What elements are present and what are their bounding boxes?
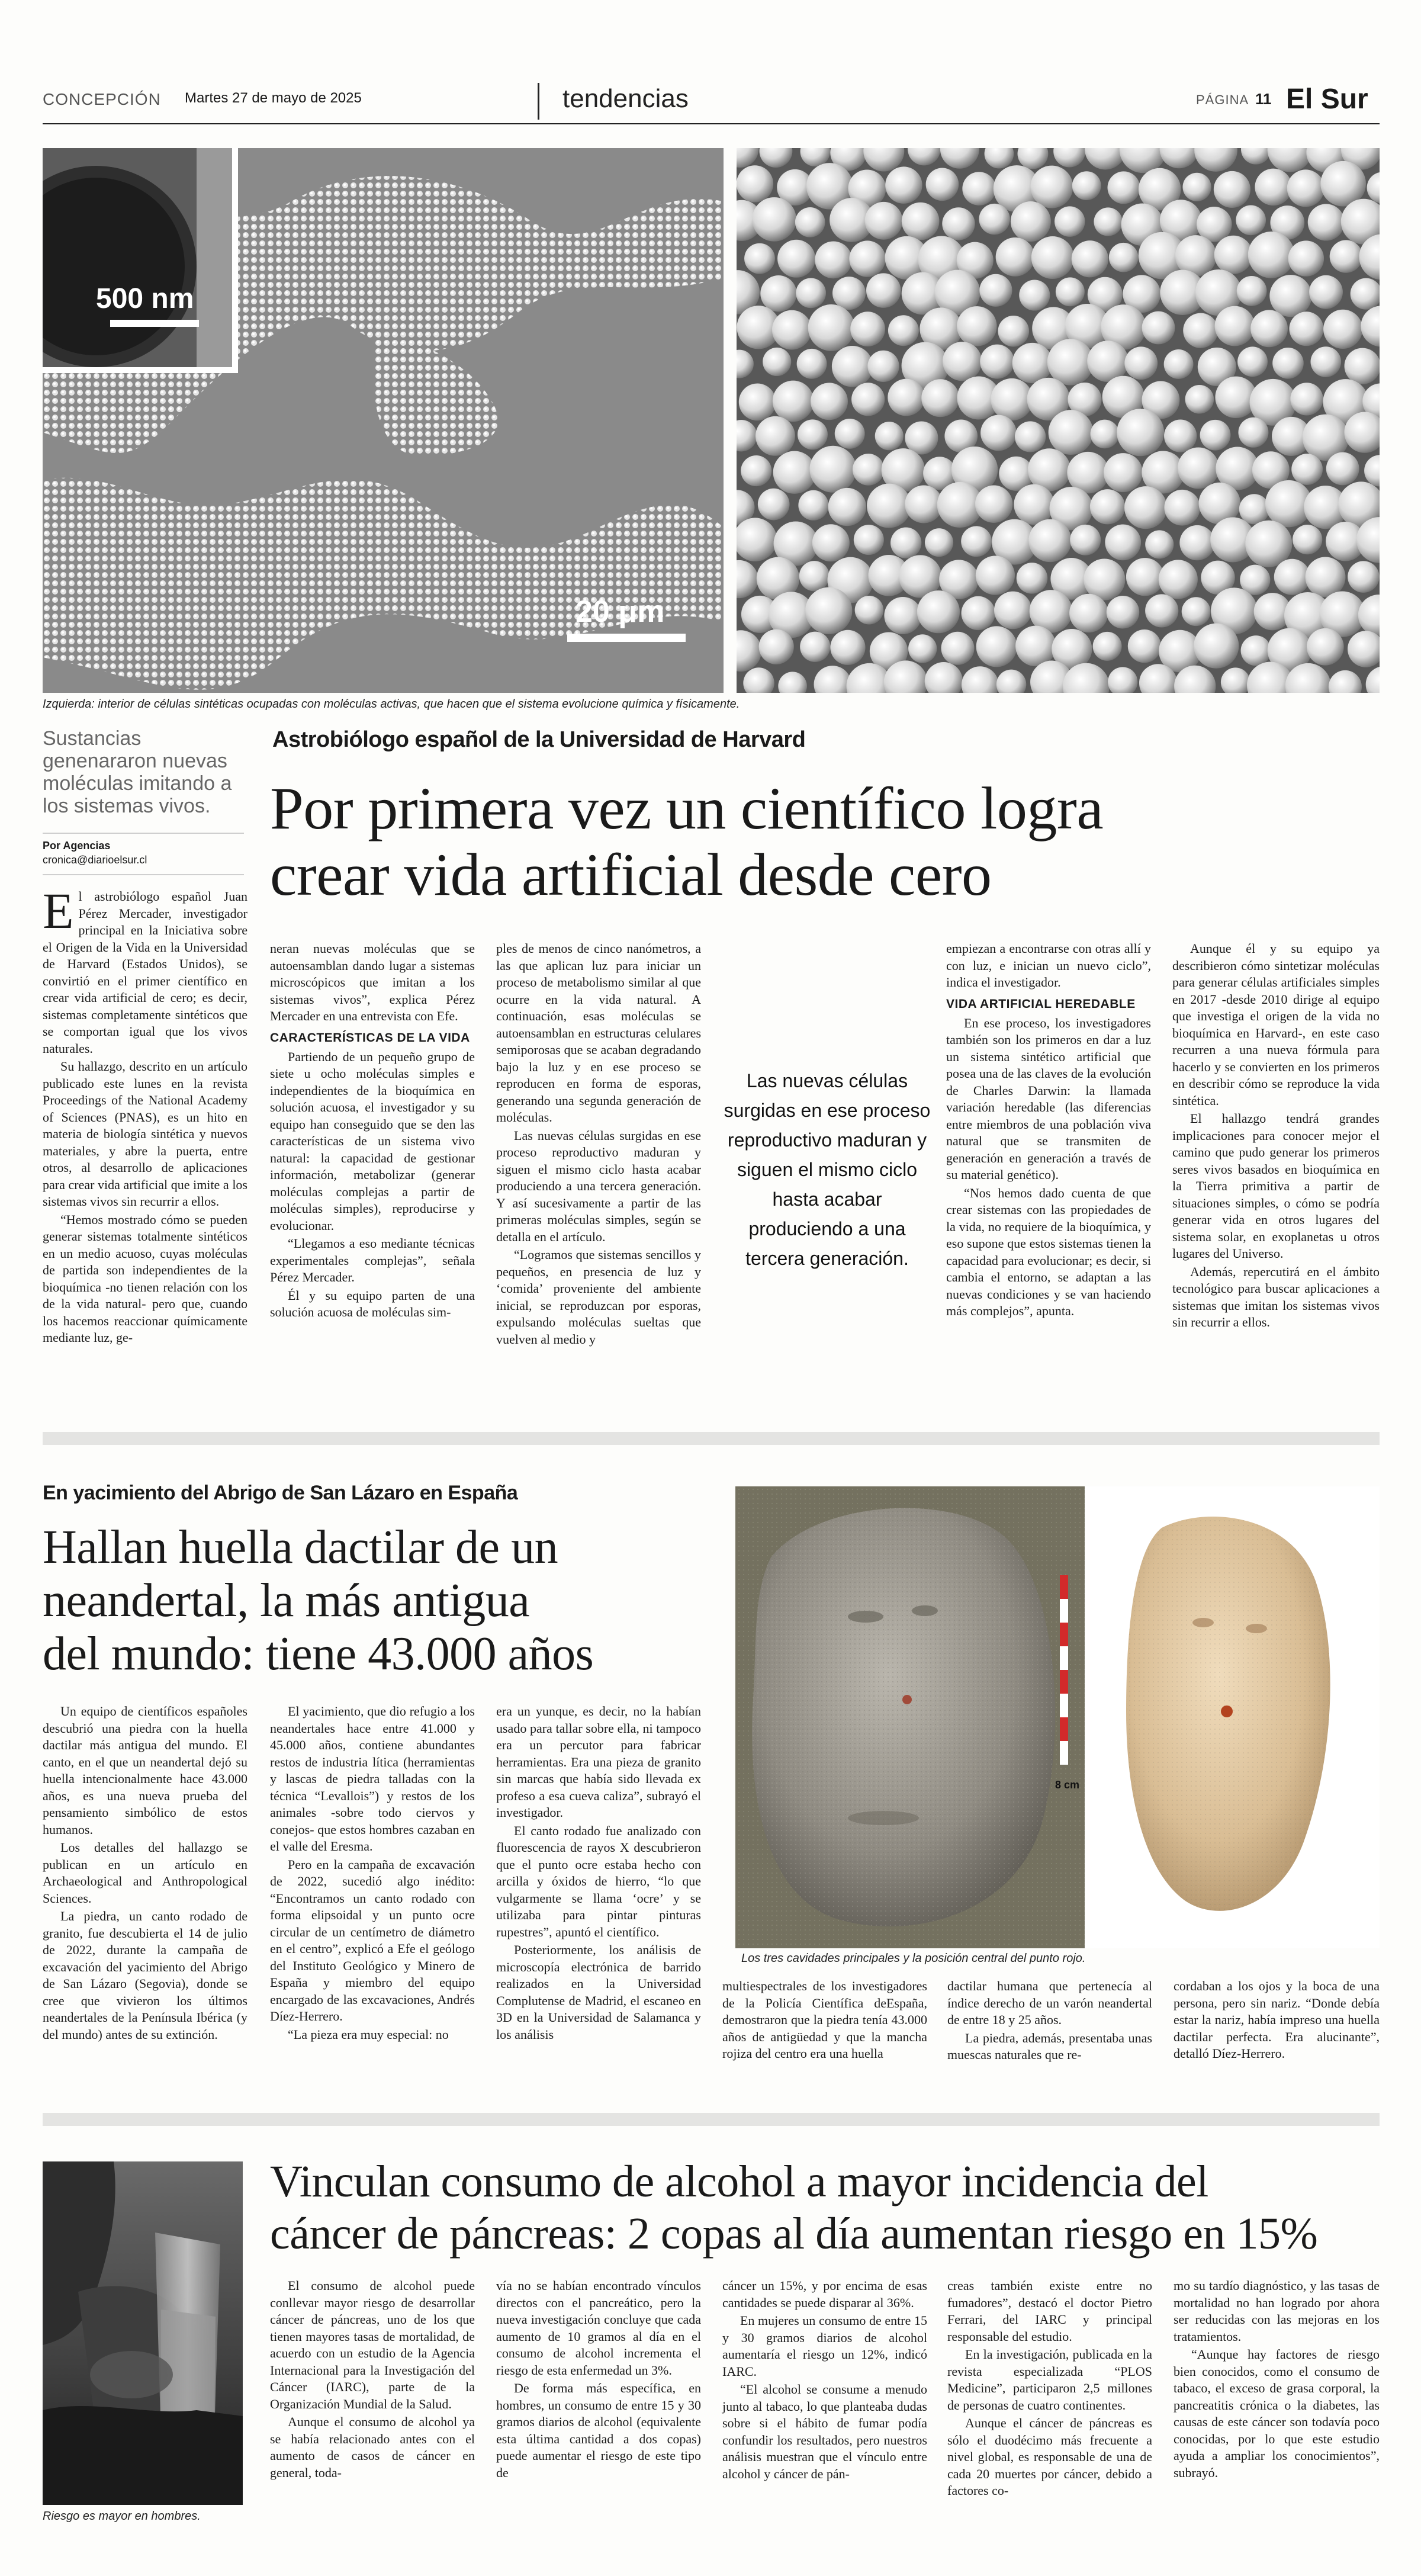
alcohol-caption: Riesgo es mayor en hombres. (43, 2510, 201, 2523)
article3-col4-p2: En la investigación, publicada en la revista especializada “PLOS Medicine”, participaron 2,5 millones de personas de cuatro continentes. (947, 2347, 1152, 2413)
sphere-particle (1269, 275, 1311, 317)
alcohol-drinker-image (43, 2161, 243, 2505)
sphere-particle (1126, 558, 1164, 596)
sphere-particle (1056, 277, 1085, 306)
article1-col2-p4: Él y su equipo parten de una solución acuosa de moléculas sim- (270, 1287, 475, 1319)
article1-col2-p2: Partiendo de un pequeño grupo de siete u ocho moléculas simples e independientes de la bioquímica en solución acuosa, el investigador y su equipo han conseguido que se den las características de un sistema vivo natural: la capacidad de gestionar información, metabolizar (generar moléculas complejas a partir de moléculas simples), reproducirse y evolucionar. (270, 1049, 475, 1233)
article3-col3-p3: “El alcohol se consume a menudo junto al tabaco, lo que planteaba dudas sobre si el hábito de fumar podía confundir los resultados, pero nuestros análisis muestran que el vínculo entre alcohol y cáncer de pán- (722, 2382, 927, 2481)
sphere-particle (1011, 201, 1051, 242)
sphere-particle (905, 485, 943, 523)
sphere-particle (888, 379, 925, 416)
sphere-particle (1107, 171, 1140, 204)
article2-column-1 (43, 1703, 247, 2044)
sphere-particle (867, 484, 911, 528)
sphere-particle (1094, 207, 1122, 236)
newspaper-brand: El Sur (1286, 83, 1368, 115)
sphere-particle (1049, 410, 1094, 455)
sphere-particle (755, 416, 795, 456)
sphere-particle (1255, 169, 1292, 206)
sphere-particle (1090, 489, 1125, 524)
sphere-particle (851, 383, 885, 416)
sphere-particle (1306, 557, 1346, 597)
sphere-particle (811, 383, 848, 420)
header-city: CONCEPCIÓN (43, 90, 161, 108)
article2-column-3 (496, 1703, 701, 2044)
article1-col6-p2: El hallazgo tendrá grandes implicaciones para conocer mejor el camino que pudo generar los primeros seres vivos basados en bioquímica en la Tierra primitiva a partir de situaciones simples, o cómo se podría generar vida en otros lugares del sistema solar, en exoplanetas u otros lugares del Universo. (1172, 1111, 1380, 1261)
sphere-particle (1124, 486, 1167, 529)
sphere-particle (865, 202, 903, 240)
sphere-particle (799, 561, 830, 591)
sphere-particle (884, 597, 921, 634)
sphere-particle (1017, 563, 1047, 593)
article3-col4-p3: Aunque el cáncer de páncreas es sólo el duodécimo más frecuente a nivel global, es responsable de una de cada 20 muertes por cáncer, debido a factores co- (947, 2416, 1152, 2498)
article1-column-3 (496, 940, 701, 1349)
sphere-particle (1194, 624, 1239, 669)
sphere-particle (1070, 525, 1101, 555)
sphere-particle (1238, 417, 1268, 448)
article1-col6-p1: Aunque él y su equipo ya describieron cómo sintetizar moléculas para generar células artificiales simples en 2017 -desde 2010 dirige al equipo que investiga el origen de la vida no bioquímica en Harvard-, en este caso recurren a una nueva fórmula para hacerlo y se convierten en los primeros en describir cómo se reproduce la vida sintética. (1172, 941, 1380, 1108)
sphere-particle (1107, 596, 1140, 629)
sphere-particle (800, 632, 830, 662)
scale-label-500nm: 500 nm (96, 283, 194, 314)
sphere-particle (941, 632, 974, 665)
article1-col3-p3: “Logramos que sistemas sencillos y pequeños, en presencia de luz y ‘comida’ proveniente del ambiente inicial, se reproduzcan por esporas, expulsando moléculas sueltas que vuelven al medio y (496, 1247, 701, 1347)
sphere-particle (1291, 454, 1323, 485)
article1-headline-line2: crear vida artificial desde cero (270, 841, 992, 908)
sphere-particle (1164, 419, 1197, 452)
sphere-particle (828, 488, 866, 526)
sphere-particle (1124, 346, 1158, 380)
sphere-particle (926, 168, 959, 201)
byline-email[interactable]: cronica@diarioelsur.cl (43, 854, 147, 866)
sphere-particle (1307, 628, 1344, 666)
sphere-particle (835, 419, 865, 449)
sphere-particle (867, 351, 899, 382)
article3-col1-p2: Aunque el consumo de alcohol ya se había relacionado antes con el aumento de casos de cáncer en general, toda- (270, 2414, 475, 2480)
sphere-particle (921, 379, 959, 417)
sphere-particle (744, 243, 775, 274)
article3-col5-p1: mo su tardío diagnóstico, y las tasas de mortalidad no han logrado por ahora ser reducidas con las mejoras en los tratamientos. (1174, 2278, 1380, 2344)
sphere-particle (1274, 559, 1310, 595)
article1-kicker: Astrobiólogo español de la Universidad de Harvard (272, 727, 806, 752)
article2-col3-p1: era un yunque, es decir, no la habían usado para tallar sobre ella, ni tampoco era un percutor para fabricar herramientas. Era una pieza de granito sin marcas que había sido llevada ex profeso a esa cueva caliza”, subrayó el investigador. (496, 1704, 701, 1820)
sphere-particle (917, 590, 960, 633)
sphere-particle (1128, 629, 1161, 663)
article1-col1-p2: Su hallazgo, descrito en un artículo publicado este lunes en la revista Proceedings of the National Academy of Sciences (PNAS), es un hito en materia de biología sintética y nuevos materiales, y abre la puerta, entre otros, al desarrollo de aplicaciones para crear vida artificial que imite a los sistemas vivos sin recurrir a ellos. (43, 1059, 247, 1209)
sphere-particle (1028, 519, 1071, 562)
article3-headline (270, 2156, 1380, 2260)
sphere-particle (1164, 349, 1194, 379)
micrograph-caption: Izquierda: interior de células sintéticas ocupadas con moléculas activas, que hacen que el sistema evolucione química y físicamente. (43, 698, 740, 711)
article3-col2-p2: De forma más específica, en hombres, un consumo de entre 15 y 30 gramos diarios de alcohol (equivalente esta última cantidad a dos copas) puede aumentar el riesgo de este tipo de (496, 2381, 701, 2480)
sphere-particle (1214, 236, 1253, 274)
sphere-particle (1015, 626, 1056, 667)
sphere-particle (885, 166, 922, 203)
sphere-particle (980, 345, 1014, 379)
byline-divider (43, 874, 244, 875)
article2-col2-p2: Pero en la campaña de excavación de 2022, sucedió algo inédito: “Encontramos un canto rodado con forma elipsoidal y un punto ocre circular de un centímetro de diámetro en el centro”, explicó a Efe el geólogo del Instituto Geológico y Minero de España y miembro del equipo encargado de las excavaciones, Andrés Díez-Herrero. (270, 1856, 475, 2023)
article1-col1-p3: “Hemos mostrado cómo se pueden generar sistemas totalmente sintéticos en un medio acuoso, cuyas moléculas de partida son independientes de la bioquímica -no tienen relación con los de la vida natural- pero que, cuando los hacemos reaccionar químicamente mediante luz, ge- (43, 1212, 247, 1345)
sphere-particle (741, 455, 771, 486)
article1-deck: Sustancias genenararon nuevas moléculas imitando a los sistemas vivos. (43, 727, 232, 817)
article3-col2-p1: vía no se habían encontrado vínculos directos con el pancreático, pero la nueva investigación concluye que cada aumento de 10 gramos al día en el consumo de alcohol incrementa el riesgo de esta enfermedad un 3%. (496, 2278, 701, 2378)
sphere-particle (1326, 452, 1359, 486)
sphere-particle (890, 528, 921, 558)
sphere-particle (1019, 280, 1050, 310)
sphere-particle (1015, 421, 1046, 452)
sphere-particle (925, 528, 953, 557)
article2-col3-p3: Posteriormente, los análisis de microscopía electrónica de barrido realizados en la Universidad Complutense de Madrid, el escaneo en 3D en la Universidad de Salamanca y los análisis (496, 1942, 701, 2042)
sphere-particle (773, 451, 816, 494)
article3-column-3 (722, 2278, 927, 2484)
dropcap: E (43, 882, 74, 939)
sphere-particle (996, 237, 1035, 277)
article2-headline-line2: neandertal, la más antigua (43, 1575, 530, 1627)
section-title: tendencias (562, 84, 689, 113)
sphere-particle (832, 346, 873, 387)
sphere-particle (855, 596, 883, 624)
sphere-particle (998, 316, 1030, 347)
sphere-particle (991, 378, 1033, 420)
sphere-particle (808, 304, 855, 351)
sphere-particle (773, 381, 814, 422)
article1-col5-p3: “Nos hemos dado cuenta de que crear sistemas con las propiedades de la vida, no requiere de la bioquímica, y eso supone que estos sistemas tienen la capacidad para evolucionar; es decir, si cambia el entorno, se adaptan a las nuevas condiciones y se van haciendo más complejos”, apunta. (946, 1185, 1151, 1318)
micrograph-right-image (737, 148, 1380, 693)
sphere-particle (1087, 341, 1129, 382)
article1-subhead-caracteristicas: CARACTERÍSTICAS DE LA VIDA (270, 1030, 470, 1045)
stone-caption: Los tres cavidades principales y la posición central del punto rojo. (741, 1952, 1086, 1965)
sphere-particle (908, 634, 937, 663)
article1-headline-line1: Por primera vez un científico logra (270, 775, 1104, 842)
scale-label-20um: 20 μm (576, 595, 665, 629)
sphere-particle (976, 555, 1015, 595)
sphere-particle (1323, 310, 1362, 349)
article2-column-6 (1174, 1978, 1380, 2064)
article2-col2-p1: El yacimiento, que dio refugio a los neandertales hace entre 41.000 y 45.000 años, contiene abundantes restos de industria lítica (herramientas y lascas de piedra talladas con la técnica “Levallois”) y restos de los animales -sobre todo ciervos y conejos- que estos hombres cazaban en el valle del Eresma. (270, 1704, 475, 1854)
sphere-particle (1287, 169, 1324, 207)
article2-column-2 (270, 1703, 475, 2044)
article3-column-2 (496, 2278, 701, 2482)
sphere-particle (961, 526, 992, 557)
sphere-particle (1179, 525, 1214, 560)
sphere-particle (798, 419, 828, 449)
article1-col3-p2: Las nuevas células surgidas en ese proceso reproductivo maduran y siguen el mismo ciclo hasta acabar produciendo a una tercera generación. Y así sucesivamente a partir de las primeras moléculas simples, según se detalla en el artículo. (496, 1128, 701, 1244)
sphere-particle (759, 629, 794, 664)
sphere-particle (809, 446, 856, 493)
sphere-particle (979, 204, 1010, 235)
sphere-particle (1239, 494, 1269, 524)
article2-col2-p3: “La pieza era muy especial: no (288, 2026, 449, 2042)
sphere-particle (797, 349, 827, 379)
sphere-particle (994, 592, 1032, 629)
article2-col6-p1: cordaban a los ojos y la boca de una persona, pero sin nariz. “Donde debía estar la nariz, había impreso una huella dactilar perfecta. Era alucinante”, detalló Díez-Herrero. (1174, 1978, 1380, 2061)
sphere-particle (752, 197, 796, 242)
article2-col1-p3: La piedra, un canto rodado de granito, fue descubierta el 14 de julio de 2022, durante la campaña de excavación del yacimiento del Abrigo de San Lázaro (Segovia), donde se cree que vivieron los últimos neandertales de la Península Ibérica (y del mundo) antes de su extinción. (43, 1909, 247, 2042)
sphere-particle (976, 626, 1017, 667)
sphere-particle (1237, 346, 1268, 377)
sphere-particle (812, 524, 850, 561)
article3-col3-p1: cáncer un 15%, y por encima de esas cantidades se puede disparar al 36%. (722, 2278, 927, 2310)
deck-divider (43, 833, 244, 834)
sphere-particle (1310, 346, 1341, 377)
article2-kicker: En yacimiento del Abrigo de San Lázaro en España (43, 1482, 518, 1504)
article2-col1-p2: Los detalles del hallazgo se publican en un artículo en Archaeological and Anthropological Sciences. (43, 1840, 247, 1906)
sphere-particle (1182, 173, 1211, 201)
sphere-particle (975, 486, 1012, 523)
sphere-particle (763, 348, 791, 376)
header-divider (538, 83, 539, 120)
sphere-particle (1145, 594, 1178, 627)
sphere-particle (1272, 348, 1304, 379)
sphere-particle (795, 207, 825, 237)
sphere-particle (962, 596, 995, 630)
article3-col1-p1: El consumo de alcohol puede conllevar mayor riesgo de desarrollar cáncer de páncreas, uno de los que tienen mayores tasas de mortalidad, de acuerdo con un estudio de la Agencia Internacional para la Investigación del Cáncer (IARC), parte de la Organización Mundial de la Salud. (270, 2278, 475, 2411)
sphere-particle (1309, 275, 1343, 309)
article2-col5-p1: dactilar humana que pertenecía al índice derecho de un varón neandertal de entre 18 y 25 años. (947, 1978, 1152, 2027)
sphere-particle (1093, 632, 1122, 661)
article1-col5-p1: empiezan a encontrarse con otras allí y con luz, e inician un nuevo ciclo”, indica el investigador. (946, 941, 1151, 990)
sphere-particle (1104, 453, 1143, 492)
article1-column-5 (946, 940, 1151, 1321)
sphere-particle (1055, 206, 1085, 236)
sphere-particle (1182, 597, 1211, 626)
sphere-particle (1178, 447, 1219, 489)
sphere-particle (849, 240, 885, 277)
sphere-particle (1250, 310, 1288, 347)
sphere-particle (1245, 521, 1292, 567)
sphere-particle (1072, 171, 1101, 200)
sphere-particle (1145, 530, 1174, 558)
drinker-graphic (43, 2161, 243, 2505)
header-date: Martes 27 de mayo de 2025 (185, 90, 362, 106)
article2-col5-p2: La piedra, además, presentaba unas muescas naturales que re- (947, 2030, 1152, 2062)
sphere-particle (1288, 240, 1324, 276)
sphere-particle (902, 203, 940, 240)
sphere-particle (1012, 343, 1053, 383)
article1-column-6 (1172, 940, 1380, 1332)
section-divider-2 (43, 2113, 1380, 2126)
sphere-particle (796, 278, 826, 308)
micrograph-left-image (43, 148, 724, 693)
article3-column-5 (1174, 2278, 1380, 2482)
article1-col2-p1: neran nuevas moléculas que se autoensamblan dando lugar a sistemas microscópicos que imitan a los sistemas vivos”, explica Pérez Mercader en una entrevista con Efe. (270, 941, 475, 1023)
article1-col3-p1: ples de menos de cinco nanómetros, a las que aplican luz para iniciar un proceso de metabolismo similar al que ocurre en la vida natural. A continuación, esas moléculas se autoensamblan en estructuras celulares semiporosas que se acaban degradando bajo la luz y en ese proceso se reproducen en forma de esporas, generando una segunda generación de moléculas. (496, 941, 701, 1125)
sphere-particle (854, 525, 884, 555)
sphere-particle (737, 165, 773, 202)
sphere-particle (850, 311, 885, 346)
sphere-particle (1109, 243, 1139, 272)
sphere-particle (943, 342, 982, 381)
sphere-particle (866, 273, 901, 308)
page-number: 11 (1255, 90, 1272, 108)
sphere-particle (805, 587, 852, 634)
sphere-particle (815, 242, 852, 279)
sphere-particle (739, 384, 776, 421)
article2-col4-p1: multiespectrales de los investigadores de la Policía Científica deEspaña, demostraron que la piedra tenía 43.000 años de antigüedad y que la mancha rojiza del centro era una huella (722, 1978, 927, 2061)
sphere-particle (830, 630, 865, 665)
sphere-particle (1031, 236, 1074, 279)
article3-column-4 (947, 2278, 1152, 2501)
article1-col6-p3: Además, repercutirá en el ámbito tecnológico para buscar aplicaciones a sistemas que imitan los sistemas vivos sin recurrir a ellos. (1172, 1264, 1380, 1329)
sphere-particle (1290, 383, 1323, 415)
micrograph-right-graphic (737, 148, 1380, 693)
sphere-particle (1345, 348, 1380, 384)
article1-col2-p3: “Llegamos a eso mediante técnicas experimentales complejas”, señala Pérez Mercader. (270, 1236, 475, 1284)
sphere-particle (1237, 276, 1267, 306)
article2-col1-p1: Un equipo de científicos españoles descubrió una piedra con la huella dactilar más antigua del mundo. El canto, en el que un neandertal dejó su huella intencionalmente hace 43.000 años, es una nueva prueba del pensamiento simbólico de estos humanos. (43, 1704, 247, 1837)
sphere-particle (979, 274, 1012, 307)
sphere-particle (1142, 311, 1175, 345)
sphere-particle (962, 172, 996, 205)
sphere-particle (758, 489, 790, 521)
article1-col5-p2: En ese proceso, los investigadores también son los primeros en dar a luz un sistema sintético artificial que posea una de las claves de la evolución de Charles Darwin: la llamada variación heredable (las diferencias entre miembros de una población viva natural que se transmiten de generación en generación a través de su material genético). (946, 1015, 1151, 1182)
article1-byline (43, 839, 244, 867)
scale-label-8cm: 8 cm (1055, 1779, 1080, 1791)
article1-col1-p1: l astrobiólogo español Juan Pérez Mercader, investigador principal en la Iniciativa sobre el Origen de la Vida en la Universidad de Harvard (Estados Unidos), se convirtió en el primer científico en crear vida artificial de cero; es decir, sistemas completamente sintéticos que se comportan igual que los vivos naturales. (43, 889, 247, 1056)
sphere-particle (1185, 385, 1214, 414)
article2-headline-line3: del mundo: tiene 43.000 años (43, 1628, 594, 1680)
sphere-particle (1164, 490, 1200, 526)
sphere-particle (980, 415, 1017, 451)
stone-graphic (735, 1486, 1380, 1948)
sphere-particle (1348, 561, 1380, 593)
article2-column-5 (947, 1978, 1152, 2065)
sphere-particle (957, 306, 997, 346)
sphere-particle (1183, 313, 1218, 348)
sphere-particle (1091, 420, 1120, 449)
sphere-particle (1069, 594, 1108, 632)
sphere-particle (1159, 560, 1198, 599)
sphere-particle (832, 277, 866, 310)
article3-column-1 (270, 2278, 475, 2482)
sphere-particle (798, 490, 828, 521)
article3-headline-line1: Vinculan consumo de alcohol a mayor incidencia del (270, 2157, 1208, 2206)
article1-headline (270, 776, 1380, 908)
sphere-particle (1030, 166, 1073, 208)
article1-subhead-heredable: VIDA ARTIFICIAL HEREDABLE (946, 997, 1136, 1011)
article1-column-2 (270, 940, 475, 1322)
sphere-particle (1105, 525, 1141, 561)
article2-col3-p2: El canto rodado fue analizado con fluorescencia de rayos X descubrieron que el punto ocre estaba hecho con arcilla y óxidos de hierro, “lo que vulgarmente se llama ‘ocre’ y se utilizaba para pintar pinturas rupestres”, apuntó el científico. (496, 1823, 701, 1939)
byline-author: Por Agencias (43, 840, 111, 852)
article3-col5-p2: “Aunque hay factores de riesgo bien conocidos, como el consumo de tabaco, el exceso de grasa corporal, la pancreatitis crónica o la diabetes, las causas de este cáncer son todavía poco conocidas, por lo que este estudio ayuda a ampliar los conocimientos”, subrayó. (1174, 2347, 1380, 2480)
sphere-particle (1214, 171, 1250, 208)
sphere-particle (942, 207, 975, 240)
sphere-particle (1248, 232, 1295, 278)
sphere-particle (1215, 306, 1255, 346)
micrograph-left-graphic (43, 148, 724, 693)
article2-headline (43, 1521, 724, 1681)
sphere-particle (1241, 635, 1271, 666)
sphere-particle (772, 310, 812, 350)
article3-headline-line2: cáncer de páncreas: 2 copas al día aumentan riesgo en 15% (270, 2209, 1318, 2259)
article1-pullquote: Las nuevas células surgidas en ese proceso reproductivo maduran y siguen el mismo ciclo hasta acabar produciendo a una tercera generación. (724, 1070, 931, 1269)
sphere-particle (760, 275, 796, 311)
sphere-particle (1014, 484, 1054, 525)
sphere-particle (875, 422, 904, 450)
article3-col4-p1: creas también existe entre no fumadores”, destacó el doctor Pietro Ferrari, del IARC y principal responsable del estudio. (947, 2278, 1152, 2344)
article3-col3-p2: En mujeres un consumo de entre 15 y 30 gramos diarios de alcohol aumentaría el riesgo un 12%, indicó IARC. (722, 2313, 927, 2379)
sphere-particle (853, 454, 885, 486)
sphere-particle (1236, 205, 1266, 236)
sphere-particle (1289, 311, 1323, 346)
article2-column-4 (722, 1978, 927, 2064)
sphere-particle (1117, 409, 1164, 456)
sphere-particle (888, 315, 919, 346)
page-label: PÁGINA (1196, 92, 1249, 107)
neanderthal-stone-image (735, 1486, 1380, 1948)
sphere-particle (1293, 525, 1322, 554)
section-divider-1 (43, 1432, 1380, 1445)
sphere-particle (1047, 339, 1094, 385)
sphere-particle (1308, 204, 1345, 240)
sphere-particle (1200, 420, 1231, 451)
article2-headline-line1: Hallan huella dactilar de un (43, 1521, 558, 1573)
article1-column-1 (43, 882, 247, 1348)
sphere-particle (1330, 240, 1362, 272)
page-header (43, 83, 1380, 124)
sphere-particle (777, 240, 815, 278)
sphere-particle (1072, 240, 1108, 277)
